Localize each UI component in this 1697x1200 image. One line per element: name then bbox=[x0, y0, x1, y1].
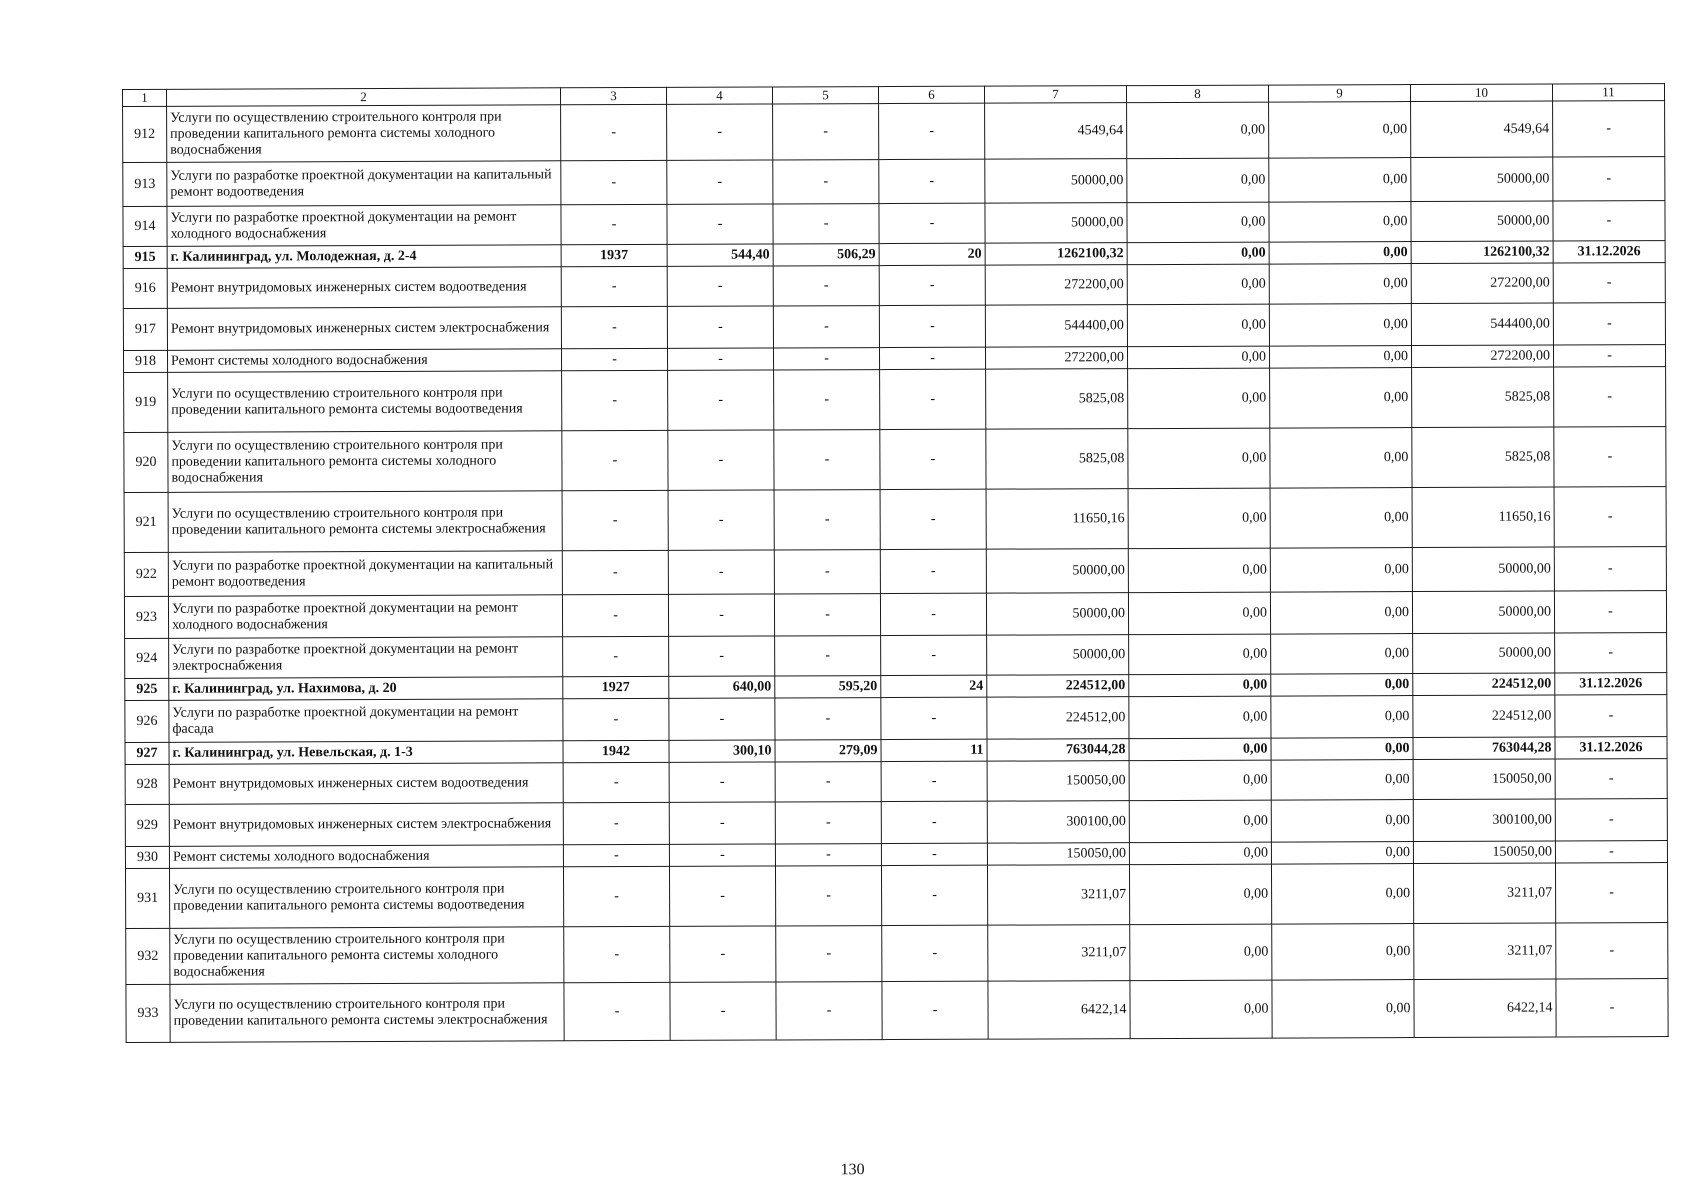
total-cost-cell: 763044,28 bbox=[987, 739, 1129, 762]
year-cell: - bbox=[561, 348, 667, 370]
deadline-cell: 31.12.2026 bbox=[1555, 673, 1667, 695]
year-cell: - bbox=[561, 160, 667, 204]
residents-cell: - bbox=[879, 203, 985, 243]
total-cost-cell: 50000,00 bbox=[986, 593, 1128, 636]
area-total-cell: - bbox=[669, 698, 775, 740]
year-cell: - bbox=[563, 636, 669, 676]
year-cell: - bbox=[561, 204, 667, 244]
area-total-cell: 300,10 bbox=[669, 740, 775, 762]
year-cell: - bbox=[561, 306, 667, 348]
item-name-cell: Услуги по осуществлению строительного контроля при проведении капитального ремонта системы водоотведения bbox=[168, 371, 562, 433]
cost-col9-cell: 0,00 bbox=[1269, 304, 1411, 347]
cost-col10-cell: 224512,00 bbox=[1413, 673, 1555, 696]
table-row bbox=[125, 633, 1667, 679]
area-living-cell: - bbox=[773, 306, 879, 348]
cost-col9-cell: 0,00 bbox=[1271, 800, 1413, 843]
cost-col9-cell: 0,00 bbox=[1269, 202, 1411, 243]
total-cost-cell: 3211,07 bbox=[987, 865, 1129, 926]
total-cost-cell: 11650,16 bbox=[986, 489, 1128, 550]
deadline-cell: - bbox=[1553, 345, 1665, 367]
cost-col9-cell: 0,00 bbox=[1272, 924, 1414, 981]
area-living-cell: - bbox=[774, 430, 880, 490]
cost-col9-cell: 0,00 bbox=[1270, 592, 1412, 635]
item-name-cell: Услуги по разработке проектной документации на капитальный ремонт водоотведения bbox=[168, 551, 562, 597]
year-cell: - bbox=[561, 266, 667, 306]
cost-col10-cell: 224512,00 bbox=[1413, 695, 1555, 738]
cost-col8-cell: 0,00 bbox=[1129, 864, 1271, 925]
table-row bbox=[123, 157, 1665, 207]
cost-col8-cell: 0,00 bbox=[1127, 346, 1269, 369]
year-cell: - bbox=[562, 430, 668, 490]
total-cost-cell: 4549,64 bbox=[985, 103, 1127, 160]
area-living-cell: - bbox=[774, 490, 880, 550]
cost-col8-cell: 0,00 bbox=[1129, 800, 1271, 843]
row-number-cell: 914 bbox=[123, 206, 167, 246]
row-number-cell: 931 bbox=[125, 868, 169, 928]
total-cost-cell: 50000,00 bbox=[987, 635, 1129, 676]
area-total-cell: - bbox=[667, 104, 773, 160]
item-name-cell: Услуги по осуществлению строительного контроля при проведении капитального ремонта системы водоотведения bbox=[169, 867, 563, 929]
year-cell: 1937 bbox=[561, 244, 667, 266]
area-living-cell: - bbox=[773, 266, 879, 306]
table-row bbox=[126, 979, 1668, 1043]
year-cell: - bbox=[562, 594, 668, 636]
deadline-cell: - bbox=[1555, 863, 1667, 923]
area-total-cell: - bbox=[668, 430, 774, 490]
residents-cell: - bbox=[881, 635, 987, 675]
year-cell: - bbox=[563, 762, 669, 802]
area-living-cell: - bbox=[775, 802, 881, 844]
cost-col10-cell: 11650,16 bbox=[1412, 487, 1554, 548]
cost-col9-cell: 0,00 bbox=[1272, 980, 1414, 1039]
row-number-cell: 922 bbox=[124, 552, 168, 596]
item-name-cell: Услуги по разработке проектной документации на ремонт холодного водоснабжения bbox=[168, 595, 562, 639]
residents-cell: - bbox=[880, 489, 986, 549]
area-living-cell: - bbox=[775, 762, 881, 802]
header-cell: 2 bbox=[166, 88, 560, 107]
cost-col9-cell: 0,00 bbox=[1271, 864, 1413, 925]
residents-cell: - bbox=[879, 159, 985, 203]
deadline-cell: - bbox=[1555, 633, 1667, 673]
area-living-cell: - bbox=[775, 844, 881, 866]
area-living-cell: - bbox=[774, 594, 880, 636]
year-cell: 1942 bbox=[563, 740, 669, 762]
residents-cell: - bbox=[881, 697, 987, 739]
area-living-cell: - bbox=[775, 636, 881, 676]
deadline-cell: - bbox=[1555, 841, 1667, 863]
table-row bbox=[124, 547, 1666, 597]
row-number-cell: 928 bbox=[125, 764, 169, 804]
area-total-cell: - bbox=[667, 266, 773, 306]
year-cell: - bbox=[563, 844, 669, 866]
total-cost-cell: 544400,00 bbox=[985, 305, 1127, 348]
cost-col9-cell: 0,00 bbox=[1271, 738, 1413, 761]
cost-col10-cell: 50000,00 bbox=[1411, 201, 1553, 242]
residents-cell: - bbox=[881, 843, 987, 865]
total-cost-cell: 272200,00 bbox=[985, 347, 1127, 370]
cost-col10-cell: 6422,14 bbox=[1414, 979, 1556, 1038]
deadline-cell: - bbox=[1553, 263, 1665, 303]
residents-cell: 24 bbox=[881, 675, 987, 697]
area-living-cell: - bbox=[775, 866, 881, 926]
row-number-cell: 926 bbox=[125, 700, 169, 742]
area-total-cell: - bbox=[670, 982, 776, 1040]
header-cell: 9 bbox=[1268, 85, 1410, 103]
row-number-cell: 921 bbox=[124, 492, 168, 552]
total-cost-cell: 300100,00 bbox=[987, 801, 1129, 844]
item-name-cell: Ремонт внутридомовых инженерных систем водоотведения bbox=[167, 267, 561, 309]
area-total-cell: - bbox=[668, 490, 774, 550]
deadline-cell: - bbox=[1553, 157, 1665, 201]
cost-col8-cell: 0,00 bbox=[1127, 158, 1269, 203]
total-cost-cell: 224512,00 bbox=[987, 697, 1129, 740]
cost-col9-cell: 0,00 bbox=[1269, 346, 1411, 369]
deadline-cell: - bbox=[1553, 101, 1665, 157]
deadline-cell: - bbox=[1555, 759, 1667, 799]
deadline-cell: - bbox=[1554, 591, 1666, 633]
area-living-cell: - bbox=[773, 104, 879, 160]
area-living-cell: - bbox=[776, 982, 882, 1040]
table-row bbox=[123, 263, 1665, 309]
area-living-cell: - bbox=[773, 204, 879, 244]
area-living-cell: 595,20 bbox=[775, 676, 881, 698]
cost-col8-cell: 0,00 bbox=[1128, 592, 1270, 635]
residents-cell: - bbox=[881, 801, 987, 843]
cost-col9-cell: 0,00 bbox=[1270, 548, 1412, 593]
row-number-cell: 924 bbox=[125, 638, 169, 678]
row-number-cell: 927 bbox=[125, 742, 169, 764]
area-total-cell: - bbox=[669, 866, 775, 926]
cost-col9-cell: 0,00 bbox=[1271, 634, 1413, 675]
total-cost-cell: 50000,00 bbox=[985, 203, 1127, 244]
total-cost-cell: 6422,14 bbox=[988, 981, 1130, 1040]
area-living-cell: 506,29 bbox=[773, 244, 879, 266]
residents-cell: - bbox=[879, 347, 985, 369]
row-number-cell: 916 bbox=[123, 268, 167, 308]
item-name-cell: Услуги по разработке проектной документации на капитальный ремонт водоотведения bbox=[167, 161, 561, 207]
area-living-cell: - bbox=[776, 926, 882, 982]
year-cell: - bbox=[561, 104, 667, 160]
item-name-cell: Ремонт внутридомовых инженерных систем электроснабжения bbox=[169, 803, 563, 847]
table-row bbox=[125, 759, 1667, 805]
area-living-cell: - bbox=[774, 550, 880, 594]
cost-col10-cell: 3211,07 bbox=[1413, 863, 1555, 924]
cost-col9-cell: 0,00 bbox=[1269, 158, 1411, 203]
header-cell: 4 bbox=[666, 87, 772, 104]
header-cell: 11 bbox=[1552, 84, 1664, 101]
deadline-cell: - bbox=[1553, 201, 1665, 241]
cost-col9-cell: 0,00 bbox=[1270, 488, 1412, 549]
residents-cell: - bbox=[881, 761, 987, 801]
cost-col10-cell: 763044,28 bbox=[1413, 737, 1555, 760]
area-total-cell: - bbox=[669, 636, 775, 676]
repair-program-table bbox=[122, 83, 1669, 1043]
area-total-cell: - bbox=[668, 594, 774, 636]
year-cell: - bbox=[563, 698, 669, 740]
cost-col9-cell: 0,00 bbox=[1271, 674, 1413, 697]
page-number: 130 bbox=[840, 1161, 865, 1179]
cost-col8-cell: 0,00 bbox=[1128, 368, 1270, 429]
table-body bbox=[123, 101, 1669, 1043]
total-cost-cell: 272200,00 bbox=[985, 265, 1127, 306]
item-name-cell: Услуги по осуществлению строительного контроля при проведении капитального ремонта системы электроснабжения bbox=[168, 491, 562, 553]
area-total-cell: - bbox=[667, 204, 773, 244]
table-row bbox=[126, 923, 1668, 985]
item-name-cell: Услуги по осуществлению строительного контроля при проведении капитального ремонта системы электроснабжения bbox=[170, 983, 564, 1043]
year-cell: - bbox=[563, 802, 669, 844]
deadline-cell: 31.12.2026 bbox=[1555, 737, 1667, 759]
item-name-cell: Услуги по осуществлению строительного контроля при проведении капитального ремонта системы холодного водоснабжения bbox=[167, 105, 561, 163]
header-cell: 10 bbox=[1410, 84, 1552, 102]
table-row bbox=[123, 303, 1665, 351]
cost-col8-cell: 0,00 bbox=[1129, 634, 1271, 675]
cost-col10-cell: 50000,00 bbox=[1412, 547, 1554, 592]
cost-col8-cell: 0,00 bbox=[1127, 242, 1269, 265]
cost-col10-cell: 50000,00 bbox=[1413, 633, 1555, 674]
area-total-cell: - bbox=[669, 844, 775, 866]
cost-col8-cell: 0,00 bbox=[1127, 102, 1269, 159]
cost-col10-cell: 150050,00 bbox=[1413, 841, 1555, 864]
year-cell: - bbox=[563, 866, 669, 926]
residents-cell: - bbox=[880, 369, 986, 429]
item-name-cell: г. Калининград, ул. Невельская, д. 1-3 bbox=[169, 741, 563, 765]
item-name-cell: Услуги по разработке проектной документации на ремонт холодного водоснабжения bbox=[167, 205, 561, 247]
cost-col9-cell: 0,00 bbox=[1269, 102, 1411, 159]
row-number-cell: 933 bbox=[126, 984, 170, 1042]
year-cell: - bbox=[564, 982, 670, 1040]
cost-col8-cell: 0,00 bbox=[1128, 428, 1270, 489]
cost-col10-cell: 3211,07 bbox=[1414, 923, 1556, 980]
deadline-cell: - bbox=[1555, 799, 1667, 841]
row-number-cell: 925 bbox=[125, 678, 169, 700]
row-number-cell: 923 bbox=[124, 596, 168, 638]
area-total-cell: - bbox=[667, 306, 773, 348]
cost-col9-cell: 0,00 bbox=[1269, 242, 1411, 265]
year-cell: - bbox=[562, 490, 668, 550]
item-name-cell: Услуги по осуществлению строительного контроля при проведении капитального ремонта системы холодного водоснабжения bbox=[168, 431, 562, 493]
cost-col9-cell: 0,00 bbox=[1271, 696, 1413, 739]
item-name-cell: Ремонт внутридомовых инженерных систем электроснабжения bbox=[167, 307, 561, 351]
cost-col8-cell: 0,00 bbox=[1129, 842, 1271, 865]
table-row bbox=[124, 591, 1666, 639]
total-cost-cell: 5825,08 bbox=[986, 429, 1128, 490]
item-name-cell: Ремонт системы холодного водоснабжения bbox=[169, 845, 563, 869]
item-name-cell: Услуги по разработке проектной документации на ремонт электроснабжения bbox=[169, 637, 563, 679]
cost-col8-cell: 0,00 bbox=[1130, 924, 1272, 981]
residents-cell: - bbox=[880, 429, 986, 489]
area-total-cell: - bbox=[670, 926, 776, 982]
area-total-cell: 640,00 bbox=[669, 676, 775, 698]
row-number-cell: 915 bbox=[123, 246, 167, 268]
row-number-cell: 913 bbox=[123, 162, 167, 206]
item-name-cell: Услуги по разработке проектной документации на ремонт фасада bbox=[169, 699, 563, 743]
table-row bbox=[123, 101, 1665, 163]
cost-col10-cell: 150050,00 bbox=[1413, 759, 1555, 800]
deadline-cell: - bbox=[1554, 367, 1666, 427]
total-cost-cell: 5825,08 bbox=[986, 369, 1128, 430]
residents-cell: 11 bbox=[881, 739, 987, 761]
cost-col8-cell: 0,00 bbox=[1128, 548, 1270, 593]
deadline-cell: 31.12.2026 bbox=[1553, 241, 1665, 263]
cost-col10-cell: 50000,00 bbox=[1411, 157, 1553, 202]
cost-col10-cell: 544400,00 bbox=[1411, 303, 1553, 346]
cost-col9-cell: 0,00 bbox=[1269, 264, 1411, 305]
header-cell: 1 bbox=[122, 89, 166, 106]
deadline-cell: - bbox=[1556, 979, 1668, 1037]
area-total-cell: - bbox=[667, 160, 773, 204]
header-cell: 3 bbox=[560, 87, 666, 104]
area-total-cell: - bbox=[668, 370, 774, 430]
area-total-cell: - bbox=[667, 348, 773, 370]
residents-cell: - bbox=[880, 593, 986, 635]
deadline-cell: - bbox=[1554, 487, 1666, 547]
total-cost-cell: 50000,00 bbox=[986, 549, 1128, 594]
cost-col10-cell: 4549,64 bbox=[1411, 101, 1553, 158]
deadline-cell: - bbox=[1554, 427, 1666, 487]
cost-col8-cell: 0,00 bbox=[1128, 488, 1270, 549]
cost-col9-cell: 0,00 bbox=[1271, 842, 1413, 865]
year-cell: - bbox=[564, 926, 670, 982]
cost-col10-cell: 300100,00 bbox=[1413, 799, 1555, 842]
residents-cell: - bbox=[881, 865, 987, 925]
residents-cell: - bbox=[879, 103, 985, 159]
area-living-cell: - bbox=[774, 370, 880, 430]
deadline-cell: - bbox=[1555, 695, 1667, 737]
year-cell: - bbox=[562, 370, 668, 430]
area-living-cell: 279,09 bbox=[775, 740, 881, 762]
row-number-cell: 912 bbox=[123, 106, 167, 162]
year-cell: - bbox=[562, 550, 668, 594]
total-cost-cell: 50000,00 bbox=[985, 159, 1127, 204]
cost-col10-cell: 5825,08 bbox=[1412, 367, 1554, 428]
cost-col8-cell: 0,00 bbox=[1129, 674, 1271, 697]
cost-col10-cell: 272200,00 bbox=[1411, 263, 1553, 304]
cost-col10-cell: 1262100,32 bbox=[1411, 241, 1553, 264]
item-name-cell: г. Калининград, ул. Нахимова, д. 20 bbox=[169, 677, 563, 701]
cost-col10-cell: 5825,08 bbox=[1412, 427, 1554, 488]
row-number-cell: 930 bbox=[125, 846, 169, 868]
table-row bbox=[124, 367, 1666, 433]
cost-col8-cell: 0,00 bbox=[1129, 760, 1271, 801]
cost-col10-cell: 272200,00 bbox=[1411, 345, 1553, 368]
cost-col8-cell: 0,00 bbox=[1129, 738, 1271, 761]
residents-cell: - bbox=[879, 305, 985, 347]
area-living-cell: - bbox=[773, 160, 879, 204]
cost-col8-cell: 0,00 bbox=[1127, 202, 1269, 243]
residents-cell: - bbox=[880, 549, 986, 593]
header-cell: 6 bbox=[878, 86, 984, 103]
item-name-cell: Ремонт внутридомовых инженерных систем водоотведения bbox=[169, 763, 563, 805]
area-total-cell: - bbox=[669, 802, 775, 844]
cost-col8-cell: 0,00 bbox=[1127, 304, 1269, 347]
row-number-cell: 920 bbox=[124, 432, 168, 492]
row-number-cell: 919 bbox=[124, 372, 168, 432]
deadline-cell: - bbox=[1553, 303, 1665, 345]
residents-cell: - bbox=[882, 981, 988, 1039]
header-cell: 8 bbox=[1126, 85, 1268, 103]
cost-col8-cell: 0,00 bbox=[1130, 980, 1272, 1039]
deadline-cell: - bbox=[1554, 547, 1666, 591]
total-cost-cell: 3211,07 bbox=[988, 925, 1130, 982]
row-number-cell: 929 bbox=[125, 804, 169, 846]
table-row bbox=[124, 487, 1666, 553]
area-living-cell: - bbox=[775, 698, 881, 740]
row-number-cell: 918 bbox=[124, 350, 168, 372]
cost-col9-cell: 0,00 bbox=[1271, 760, 1413, 801]
table-row bbox=[124, 427, 1666, 493]
cost-col9-cell: 0,00 bbox=[1270, 368, 1412, 429]
residents-cell: - bbox=[879, 265, 985, 305]
cost-col8-cell: 0,00 bbox=[1127, 264, 1269, 305]
year-cell: 1927 bbox=[563, 676, 669, 698]
total-cost-cell: 150050,00 bbox=[987, 843, 1129, 866]
header-cell: 7 bbox=[984, 86, 1126, 104]
item-name-cell: г. Калининград, ул. Молодежная, д. 2-4 bbox=[167, 245, 561, 269]
row-number-cell: 932 bbox=[126, 928, 170, 984]
residents-cell: 20 bbox=[879, 243, 985, 265]
item-name-cell: Ремонт системы холодного водоснабжения bbox=[167, 349, 561, 373]
table-row bbox=[125, 799, 1667, 847]
area-total-cell: - bbox=[669, 762, 775, 802]
total-cost-cell: 150050,00 bbox=[987, 761, 1129, 802]
table-row bbox=[123, 201, 1665, 247]
table-row bbox=[125, 863, 1667, 929]
header-cell: 5 bbox=[772, 87, 878, 104]
residents-cell: - bbox=[882, 925, 988, 981]
area-living-cell: - bbox=[773, 348, 879, 370]
table-row bbox=[125, 695, 1667, 743]
item-name-cell: Услуги по осуществлению строительного контроля при проведении капитального ремонта системы холодного водоснабжения bbox=[170, 927, 564, 985]
row-number-cell: 917 bbox=[123, 308, 167, 350]
area-total-cell: - bbox=[668, 550, 774, 594]
deadline-cell: - bbox=[1556, 923, 1668, 979]
total-cost-cell: 224512,00 bbox=[987, 675, 1129, 698]
area-total-cell: 544,40 bbox=[667, 244, 773, 266]
cost-col10-cell: 50000,00 bbox=[1412, 591, 1554, 634]
cost-col8-cell: 0,00 bbox=[1129, 696, 1271, 739]
total-cost-cell: 1262100,32 bbox=[985, 243, 1127, 266]
cost-col9-cell: 0,00 bbox=[1270, 428, 1412, 489]
